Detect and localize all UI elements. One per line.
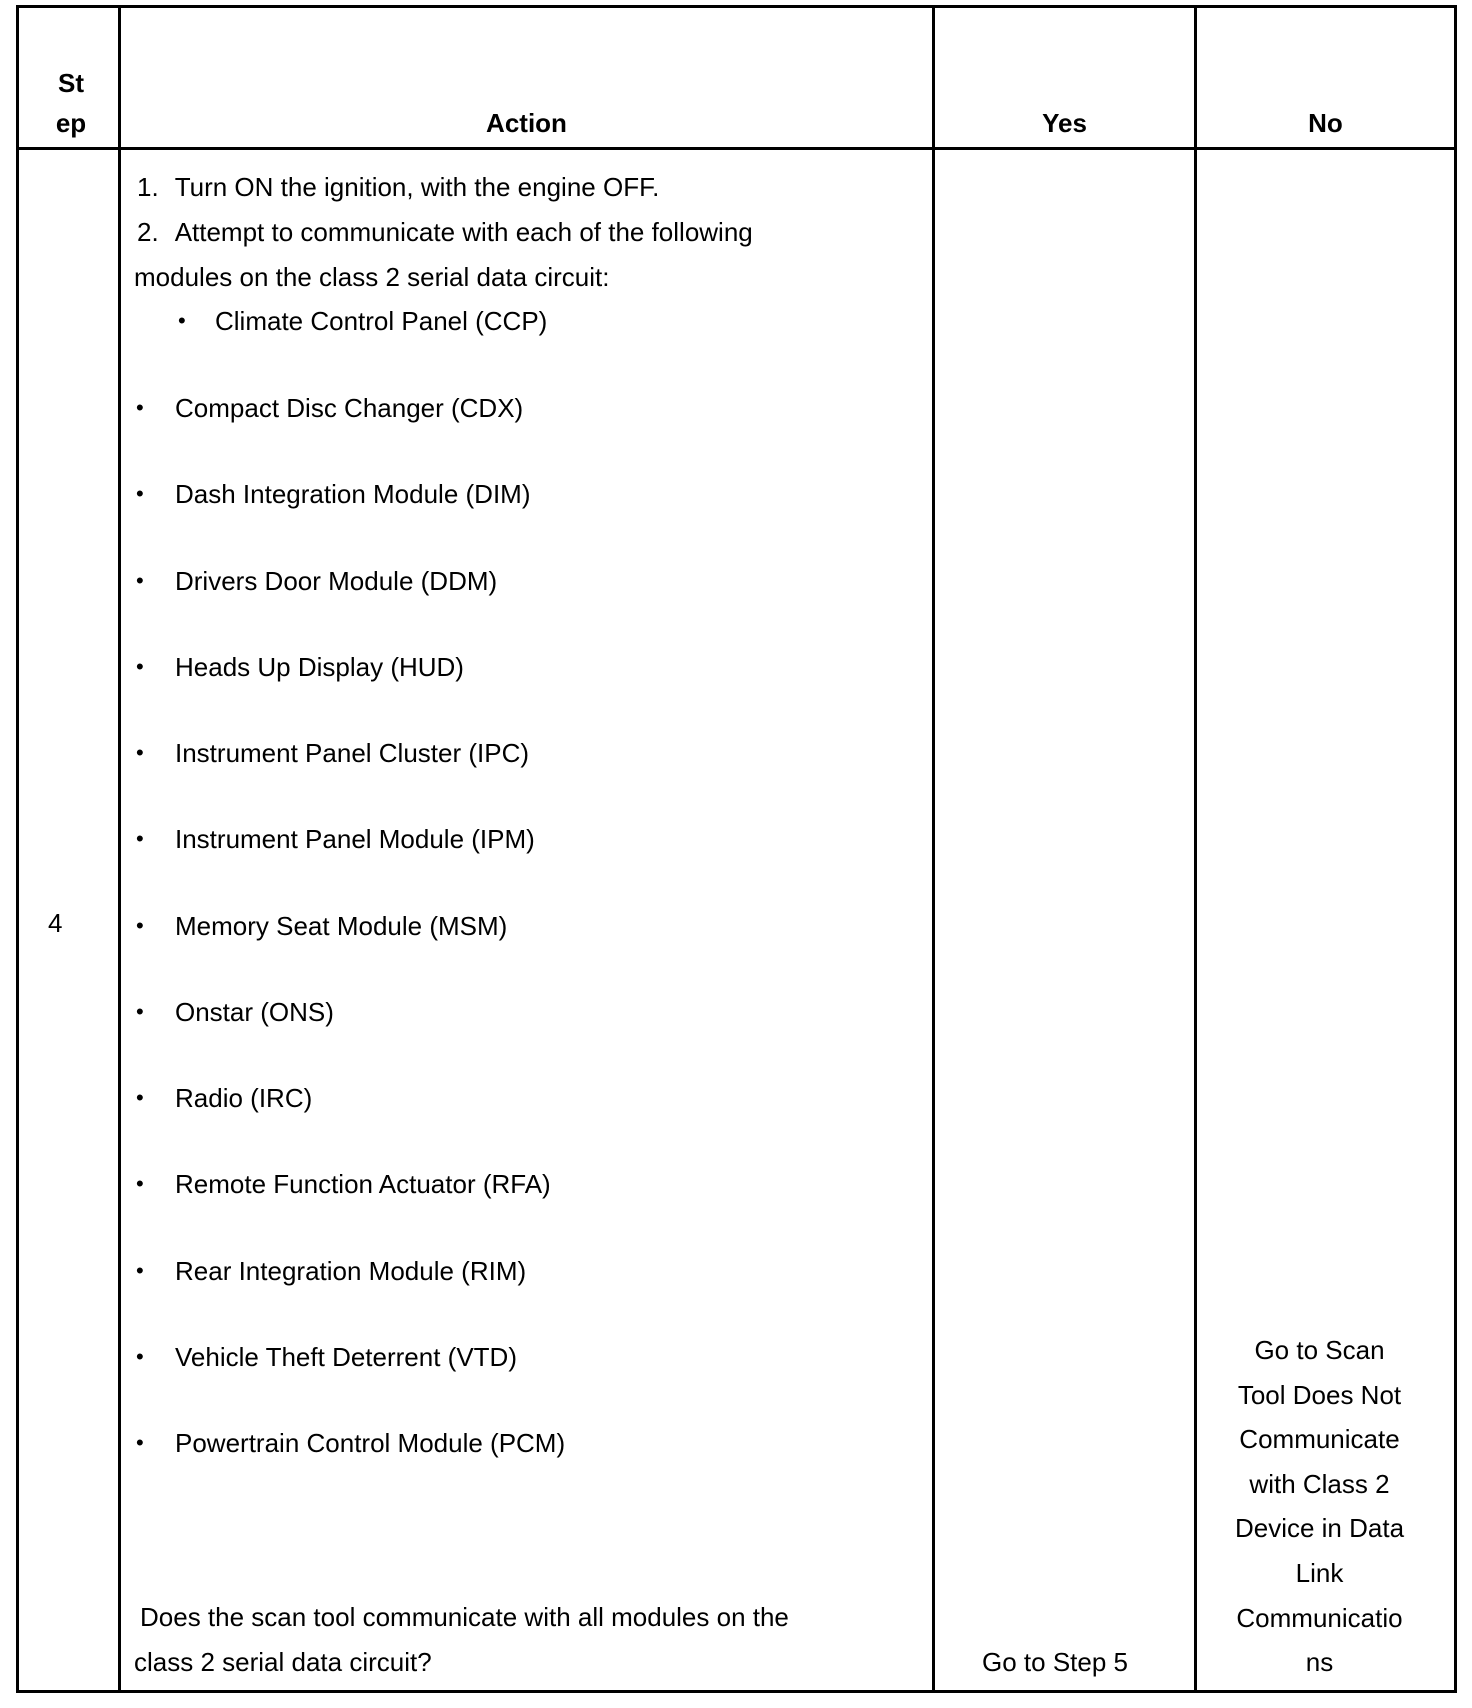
bullet-glyph: • — [136, 826, 144, 851]
no-result-line: Device in Data — [1234, 1513, 1405, 1544]
bullet-glyph: • — [136, 1430, 144, 1455]
column-divider-step — [118, 5, 121, 1693]
no-result-line: Go to Scan — [1254, 1335, 1385, 1365]
header-step — [26, 63, 116, 143]
list-item: Drivers Door Module (DDM) — [175, 566, 498, 596]
numbered-item-1-num: 1. — [137, 172, 159, 202]
column-divider-action — [932, 5, 935, 1693]
bullet-glyph: • — [136, 1258, 144, 1283]
list-item: Rear Integration Module (RIM) — [175, 1256, 527, 1286]
numbered-item-2-text: Attempt to communicate with each of the following — [174, 217, 753, 247]
bullet-glyph: • — [178, 308, 186, 333]
list-item: Compact Disc Changer (CDX) — [175, 393, 524, 423]
no-result-line: with Class 2 — [1249, 1468, 1390, 1499]
list-item: Dash Integration Module (DIM) — [175, 479, 531, 509]
table-border-left — [16, 5, 19, 1693]
header-yes: Yes — [1042, 108, 1087, 138]
numbered-item-2-num: 2. — [137, 217, 159, 247]
bullet-glyph: • — [136, 740, 144, 765]
no-result-line: Tool Does Not — [1237, 1379, 1402, 1410]
bullet-glyph: • — [136, 913, 144, 938]
header-step-line1: St — [58, 68, 84, 98]
question-line-1: Does the scan tool communicate with all modules on the — [140, 1602, 789, 1632]
no-result-line: Communicatio — [1236, 1602, 1403, 1633]
bullet-glyph: • — [136, 568, 144, 593]
yes-result: Go to Step 5 — [982, 1647, 1128, 1677]
bullet-glyph: • — [136, 481, 144, 506]
bullet-glyph: • — [136, 1344, 144, 1369]
header-divider — [16, 147, 1457, 150]
numbered-item-1-text: Turn ON the ignition, with the engine OFF. — [174, 172, 660, 202]
numbered-item-2 — [137, 216, 753, 248]
list-item: Radio (IRC) — [175, 1083, 313, 1113]
sub-bullet-item: Climate Control Panel (CCP) — [215, 306, 548, 336]
numbered-item-1 — [137, 171, 659, 203]
list-item: Onstar (ONS) — [175, 997, 334, 1027]
numbered-item-2-continuation: modules on the class 2 serial data circuit: — [134, 262, 610, 292]
bullet-glyph: • — [136, 395, 144, 420]
question-line-2: class 2 serial data circuit? — [134, 1647, 432, 1677]
header-action: Action — [486, 108, 567, 138]
table-border-top — [16, 5, 1457, 8]
table-border-right — [1454, 5, 1457, 1693]
table-border-bottom — [16, 1690, 1457, 1693]
bullet-glyph: • — [136, 654, 144, 679]
list-item: Vehicle Theft Deterrent (VTD) — [175, 1342, 517, 1372]
no-result-line: Link — [1295, 1558, 1344, 1588]
list-item: Heads Up Display (HUD) — [175, 652, 464, 682]
list-item: Powertrain Control Module (PCM) — [175, 1428, 566, 1458]
bullet-glyph: • — [136, 999, 144, 1024]
list-item: Instrument Panel Module (IPM) — [175, 824, 535, 854]
header-no: No — [1308, 108, 1343, 138]
no-result-line: Communicate — [1239, 1424, 1400, 1455]
list-item: Instrument Panel Cluster (IPC) — [175, 738, 530, 768]
header-step-line2: ep — [55, 108, 87, 138]
bullet-glyph: • — [136, 1171, 144, 1196]
bullet-glyph: • — [136, 1085, 144, 1110]
list-item: Memory Seat Module (MSM) — [175, 911, 508, 941]
list-item: Remote Function Actuator (RFA) — [175, 1169, 551, 1199]
diagnostic-table — [16, 5, 1457, 1693]
step-number: 4 — [48, 908, 63, 938]
no-result-line: ns — [1305, 1647, 1334, 1678]
